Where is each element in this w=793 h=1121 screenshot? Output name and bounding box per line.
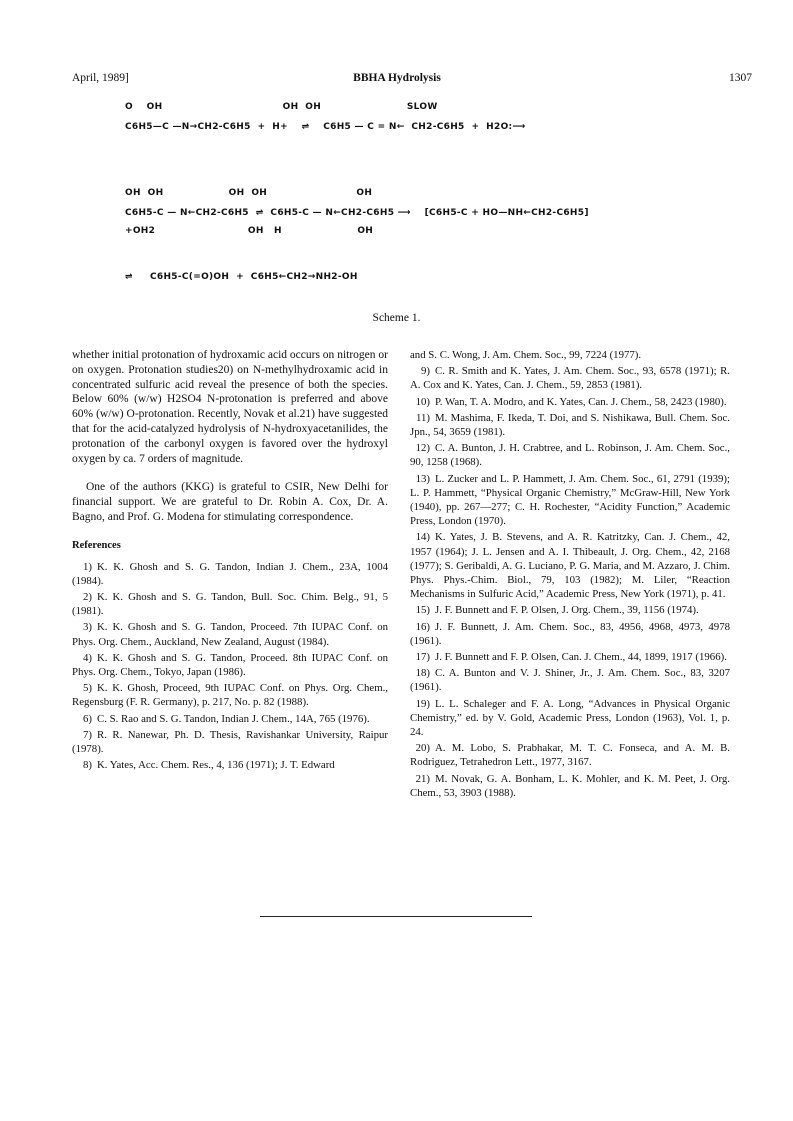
scheme-row-1-top: O OH OH OH SLOW [125,102,438,112]
header-title: BBHA Hydrolysis [353,72,441,84]
reference-item [410,650,730,664]
reference-number: 13) [415,472,430,485]
reference-text: K. Yates, J. B. Stevens, and A. R. Katritzky, Can. J. Chem., 42, 1957 (1964); J. L. Jensen and A. I. Thibeault, J. Org. Chem., 42, 2168 (1977); S. Geribaldi, A. G. Luciano, P. G. Maria, and M. Azzaro, J. Chim. Phys. Phys.-Chim. Biol., 79, 103 (1982); M. Liler, “Reaction Mechanisms in Sulfuric Acid,” Academic Press, New York (1971), p. 41. [410,531,730,601]
scheme-row-2-bottom: +OH2 OH H OH [125,226,374,236]
reference-item [410,741,730,769]
reference-item [72,560,388,588]
reference-number: 9) [421,365,430,378]
reference-item [410,666,730,694]
reference-item [410,772,730,800]
reference-item [410,441,730,469]
reference-text: K. K. Ghosh, Proceed, 9th IUPAC Conf. on Phys. Org. Chem., Regensburg (F. R. Germany), p. 217, No. p. 82 (1988). [72,682,388,709]
reference-number: 17) [415,651,430,664]
reference-text: C. S. Rao and S. G. Tandon, Indian J. Chem., 14A, 765 (1976). [97,712,370,725]
reference-text: J. F. Bunnett and F. P. Olsen, Can. J. Chem., 44, 1899, 1917 (1966). [435,651,727,664]
reference-text: C. A. Bunton and V. J. Shiner, Jr., J. Am. Chem. Soc., 83, 3207 (1961). [410,667,730,694]
reference-item [410,620,730,648]
reference-item [72,590,388,618]
reference-text: and S. C. Wong, J. Am. Chem. Soc., 99, 7224 (1977). [410,349,642,361]
reference-text: K. K. Ghosh and S. G. Tandon, Bull. Soc. Chim. Belg., 91, 5 (1981). [72,590,388,618]
reference-item [410,364,730,392]
reference-number: 15) [415,604,430,617]
body-paragraph-1: whether initial protonation of hydroxamic acid occurs on nitrogen or on oxygen. Protonation studies20) on N-methylhydroxamic acid in concentrated sulfuric acid reveal the presence of both the species. Below 60% (w/w) H2SO4 N-protonation is preferred and above 60% (w/w) O-protonation. Recently, Novak et al.21) have suggested that for the acid-catalyzed hydrolysis of N-hydroxyacetanilides, the protonation of the carbonyl oxygen is favored over the hydroxyl oxygen by ca. 7 orders of magnitude. [72,349,388,465]
footer-rule [260,916,532,917]
reference-number: 19) [415,697,430,710]
scheme-row-2: C6H5-C — N←CH2-C6H5 ⇌ C6H5-C — N←CH2-C6H5 ⟶ [C6H5-C + HO—NH←CH2-C6H5] [125,208,589,218]
reference-text: K. K. Ghosh and S. G. Tandon, Indian J. Chem., 23A, 1004 (1984). [72,560,388,587]
reference-text: K. K. Ghosh and S. G. Tandon, Proceed. 7th IUPAC Conf. on Phys. Org. Chem., Auckland, New Zealand, August (1984). [72,621,388,648]
reference-number: 3) [83,621,92,634]
reference-item [410,697,730,740]
reference-text: P. Wan, T. A. Modro, and K. Yates, Can. J. Chem., 58, 2423 (1980). [435,395,727,408]
reference-text: A. M. Lobo, S. Prabhakar, M. T. C. Fonseca, and A. M. B. Rodriguez, Tetrahedron Lett., 1977, 3167. [410,742,730,769]
reaction-scheme [125,100,685,300]
reference-item [410,472,730,529]
reference-number: 8) [83,759,92,772]
reference-item [72,681,388,709]
reference-number: 12) [415,442,430,455]
reference-number: 4) [83,651,92,664]
header-date: April, 1989] [72,72,129,84]
reference-item [410,395,730,409]
reference-item [410,348,730,362]
header-page-number: 1307 [729,72,752,84]
reference-text: K. Yates, Acc. Chem. Res., 4, 136 (1971); J. T. Edward [97,759,335,772]
reference-text: C. A. Bunton, J. H. Crabtree, and L. Robinson, J. Am. Chem. Soc., 90, 1258 (1968). [410,442,730,469]
reference-item [72,651,388,679]
reference-number: 7) [83,728,92,741]
scheme-row-1: C6H5—C —N→CH2-C6H5 + H+ ⇌ C6H5 — C = N← CH2-C6H5 + H2O:⟶ [125,122,526,132]
references-list-right [410,348,730,800]
reference-text: R. R. Nanewar, Ph. D. Thesis, Ravishankar University, Raipur (1978). [72,728,388,755]
reference-number: 18) [415,667,430,680]
reference-number: 5) [83,682,92,695]
reference-number: 14) [415,531,430,544]
running-head [72,72,752,86]
reference-item [72,712,388,726]
reference-text: L. L. Schaleger and F. A. Long, “Advances in Physical Organic Chemistry,” ed. by V. Gold, Academic Press, London (1963), Vol. 1, p. 24. [410,697,730,739]
reference-text: L. Zucker and L. P. Hammett, J. Am. Chem. Soc., 61, 2791 (1939); L. P. Hammett, “Physical Organic Chemistry,” McGraw-Hill, New York (1940), pp. 267—277; C. H. Rochester, “Acidity Function,” Academic Press, London (1970). [410,472,730,528]
reference-text: M. Novak, G. A. Bonham, L. K. Mohler, and K. M. Peet, J. Org. Chem., 53, 3903 (1988). [410,772,730,799]
reference-item [72,728,388,756]
reference-number: 6) [83,712,92,725]
reference-number: 21) [415,772,430,785]
reference-item [72,758,388,772]
references-list-left [72,560,388,773]
reference-text: J. F. Bunnett, J. Am. Chem. Soc., 83, 4956, 4968, 4973, 4978 (1961). [410,620,730,647]
right-column [410,348,730,802]
acknowledgement-paragraph: One of the authors (KKG) is grateful to CSIR, New Delhi for financial support. We are grateful to Dr. Robin A. Cox, Dr. A. Bagno, and Prof. G. Modena for stimulating correspondence. [72,481,388,523]
reference-text: K. K. Ghosh and S. G. Tandon, Proceed. 8th IUPAC Conf. on Phys. Org. Chem., Tokyo, Japan (1986). [72,651,388,678]
reference-number: 10) [415,395,430,408]
scheme-row-2-top: OH OH OH OH OH [125,188,373,198]
scheme-row-3: ⇌ C6H5-C(=O)OH + C6H5←CH2→NH2-OH [125,272,358,282]
reference-number: 11) [416,411,430,424]
reference-item [410,530,730,601]
reference-number: 1) [83,560,92,573]
reference-text: C. R. Smith and K. Yates, J. Am. Chem. Soc., 93, 6578 (1971); R. A. Cox and K. Yates, Can. J. Chem., 59, 2853 (1981). [410,365,730,392]
reference-text: J. F. Bunnett and F. P. Olsen, J. Org. Chem., 39, 1156 (1974). [435,604,699,617]
reference-number: 16) [415,620,430,633]
reference-item [410,603,730,617]
references-heading: References [72,539,121,551]
left-column [72,348,388,774]
reference-text: M. Mashima, F. Ikeda, T. Doi, and S. Nishikawa, Bull. Chem. Soc. Jpn., 54, 3659 (1981). [410,411,730,439]
reference-item [72,620,388,648]
reference-item [410,411,730,439]
reference-number: 20) [415,742,430,755]
scheme-caption: Scheme 1. [372,312,421,324]
reference-number: 2) [83,590,92,603]
